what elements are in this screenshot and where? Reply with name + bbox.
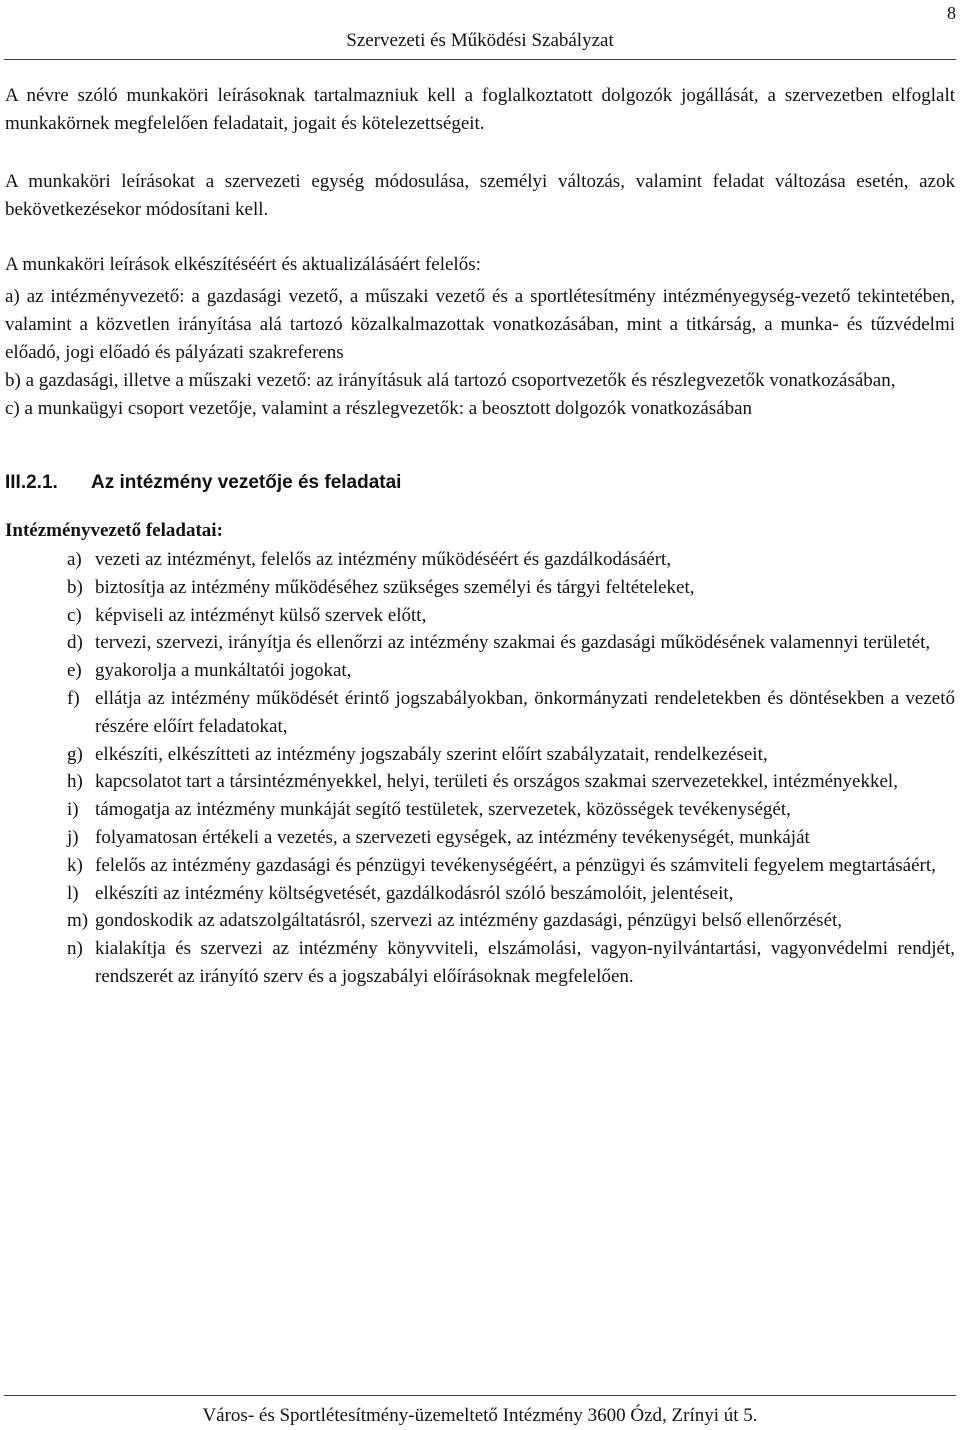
- list-item-text: ellátja az intézmény működését érintő jogszabályokban, önkormányzati rendeletekben és döntésekben a vezető részére előírt feladatokat,: [95, 687, 955, 737]
- list-item-text: képviseli az intézményt külső szervek előtt,: [95, 604, 427, 626]
- list-item: [67, 574, 955, 602]
- paragraph-responsible-a: a) az intézményvezető: a gazdasági vezető, a műszaki vezető és a sportlétesítmény intézményegység-vezető tekintetében, valamint a közvetlen irányítása alá tartozó közalkalmazottak vonatkozásában, mint a titkárság, a munka- és tűzvédelmi előadó, jogi előadó és pályázati szakreferens: [5, 286, 955, 363]
- paragraph-responsible-b: b) a gazdasági, illetve a műszaki vezető: az irányításuk alá tartozó csoportvezetők és részlegvezetők vonatkozásában,: [5, 370, 896, 391]
- list-item-label: e): [67, 660, 82, 682]
- footer-divider: [4, 1395, 956, 1396]
- list-item-label: k): [67, 854, 83, 876]
- list-item-text: felelős az intézmény gazdasági és pénzügyi tevékenységéért, a pénzügyi és számviteli fegyelem megtartásáért,: [95, 854, 936, 876]
- list-item-text: vezeti az intézményt, felelős az intézmény működéséért és gazdálkodásáért,: [95, 549, 672, 570]
- list-item-label: c): [67, 604, 82, 626]
- section-number: III.2.1.: [5, 472, 58, 493]
- list-item-label: a): [67, 549, 82, 570]
- list-item: [67, 629, 955, 657]
- list-item: [67, 824, 955, 852]
- list-item-text: tervezi, szervezi, irányítja és ellenőrzi az intézmény szakmai és gazdasági működésének valamennyi területét,: [95, 632, 931, 654]
- header-divider: [4, 59, 956, 60]
- list-item-text: kialakítja és szervezi az intézmény könyvviteli, elszámolási, vagyon-nyilvántartási, vagyonvédelmi rendjét, rendszerét az irányító szerv és a jogszabályi előírásoknak megfelelően.: [95, 938, 955, 987]
- list-item-label: b): [67, 576, 83, 598]
- duties-heading: Intézményvezető feladatai:: [5, 520, 223, 541]
- footer-text: Város- és Sportlétesítmény-üzemeltető Intézmény 3600 Ózd, Zrínyi út 5.: [202, 1405, 758, 1426]
- list-item-text: folyamatosan értékeli a vezetés, a szervezeti egységek, az intézmény tevékenységét, munkáját: [95, 826, 810, 848]
- list-item: [67, 768, 955, 796]
- list-item: [67, 685, 955, 741]
- list-item-text: kapcsolatot tart a társintézményekkel, helyi, területi és országos szakmai szervezetekkel, intézményekkel,: [95, 771, 898, 793]
- list-item: [67, 852, 955, 880]
- paragraph-job-descriptions: A névre szóló munkaköri leírásoknak tartalmazniuk kell a foglalkoztatott dolgozók jogállását, a szervezetben elfoglalt munkakörnek megfelelően feladatait, jogait és kötelezettségeit.: [5, 85, 955, 134]
- document-body: [5, 82, 955, 991]
- list-item-label: j): [67, 826, 79, 848]
- paragraph-responsible-c: c) a munkaügyi csoport vezetője, valamint a részlegvezetők: a beosztott dolgozók vonatkozásában: [5, 398, 753, 419]
- paragraph-responsible-intro: A munkaköri leírások elkészítéséért és aktualizálásáért felelős:: [5, 254, 481, 275]
- section-heading: [5, 468, 955, 498]
- list-item: [67, 657, 955, 685]
- list-item-text: elkészíti, elkészítteti az intézmény jogszabály szerint előírt szabályzatait, rendelkezéseit,: [95, 743, 768, 765]
- list-item-label: f): [67, 687, 80, 709]
- list-item: [67, 935, 955, 991]
- list-item-text: gondoskodik az adatszolgáltatásról, szervezi az intézmény gazdasági, pénzügyi belső ellenőrzését,: [95, 910, 843, 932]
- list-item-label: n): [67, 938, 83, 960]
- list-item-label: g): [67, 743, 83, 765]
- list-item: [67, 546, 955, 574]
- list-item: [67, 602, 955, 630]
- list-item-text: gyakorolja a munkáltatói jogokat,: [95, 660, 352, 682]
- paragraph-modification: A munkaköri leírásokat a szervezeti egység módosulása, személyi változás, valamint feladat változása esetén, azok bekövetkezésekor módosítani kell.: [5, 171, 955, 220]
- list-item: [67, 907, 955, 935]
- list-item-label: l): [67, 882, 79, 904]
- page-number: 8: [947, 3, 956, 23]
- list-item-label: d): [67, 632, 83, 654]
- duties-list: [5, 546, 955, 991]
- header-title: Szervezeti és Működési Szabályzat: [346, 30, 614, 51]
- list-item-label: i): [67, 799, 79, 821]
- section-title: Az intézmény vezetője és feladatai: [91, 472, 402, 493]
- list-item-text: biztosítja az intézmény működéséhez szükséges személyi és tárgyi feltételeket,: [95, 576, 695, 598]
- list-item-text: támogatja az intézmény munkáját segítő testületek, szervezetek, közösségek tevékenységét,: [95, 799, 791, 821]
- list-item: [67, 796, 955, 824]
- list-item-label: m): [67, 910, 89, 932]
- list-item-text: elkészíti az intézmény költségvetését, gazdálkodásról szóló beszámolóit, jelentéseit,: [95, 882, 734, 904]
- list-item-label: h): [67, 771, 83, 793]
- list-item: [67, 741, 955, 769]
- list-item: [67, 880, 955, 908]
